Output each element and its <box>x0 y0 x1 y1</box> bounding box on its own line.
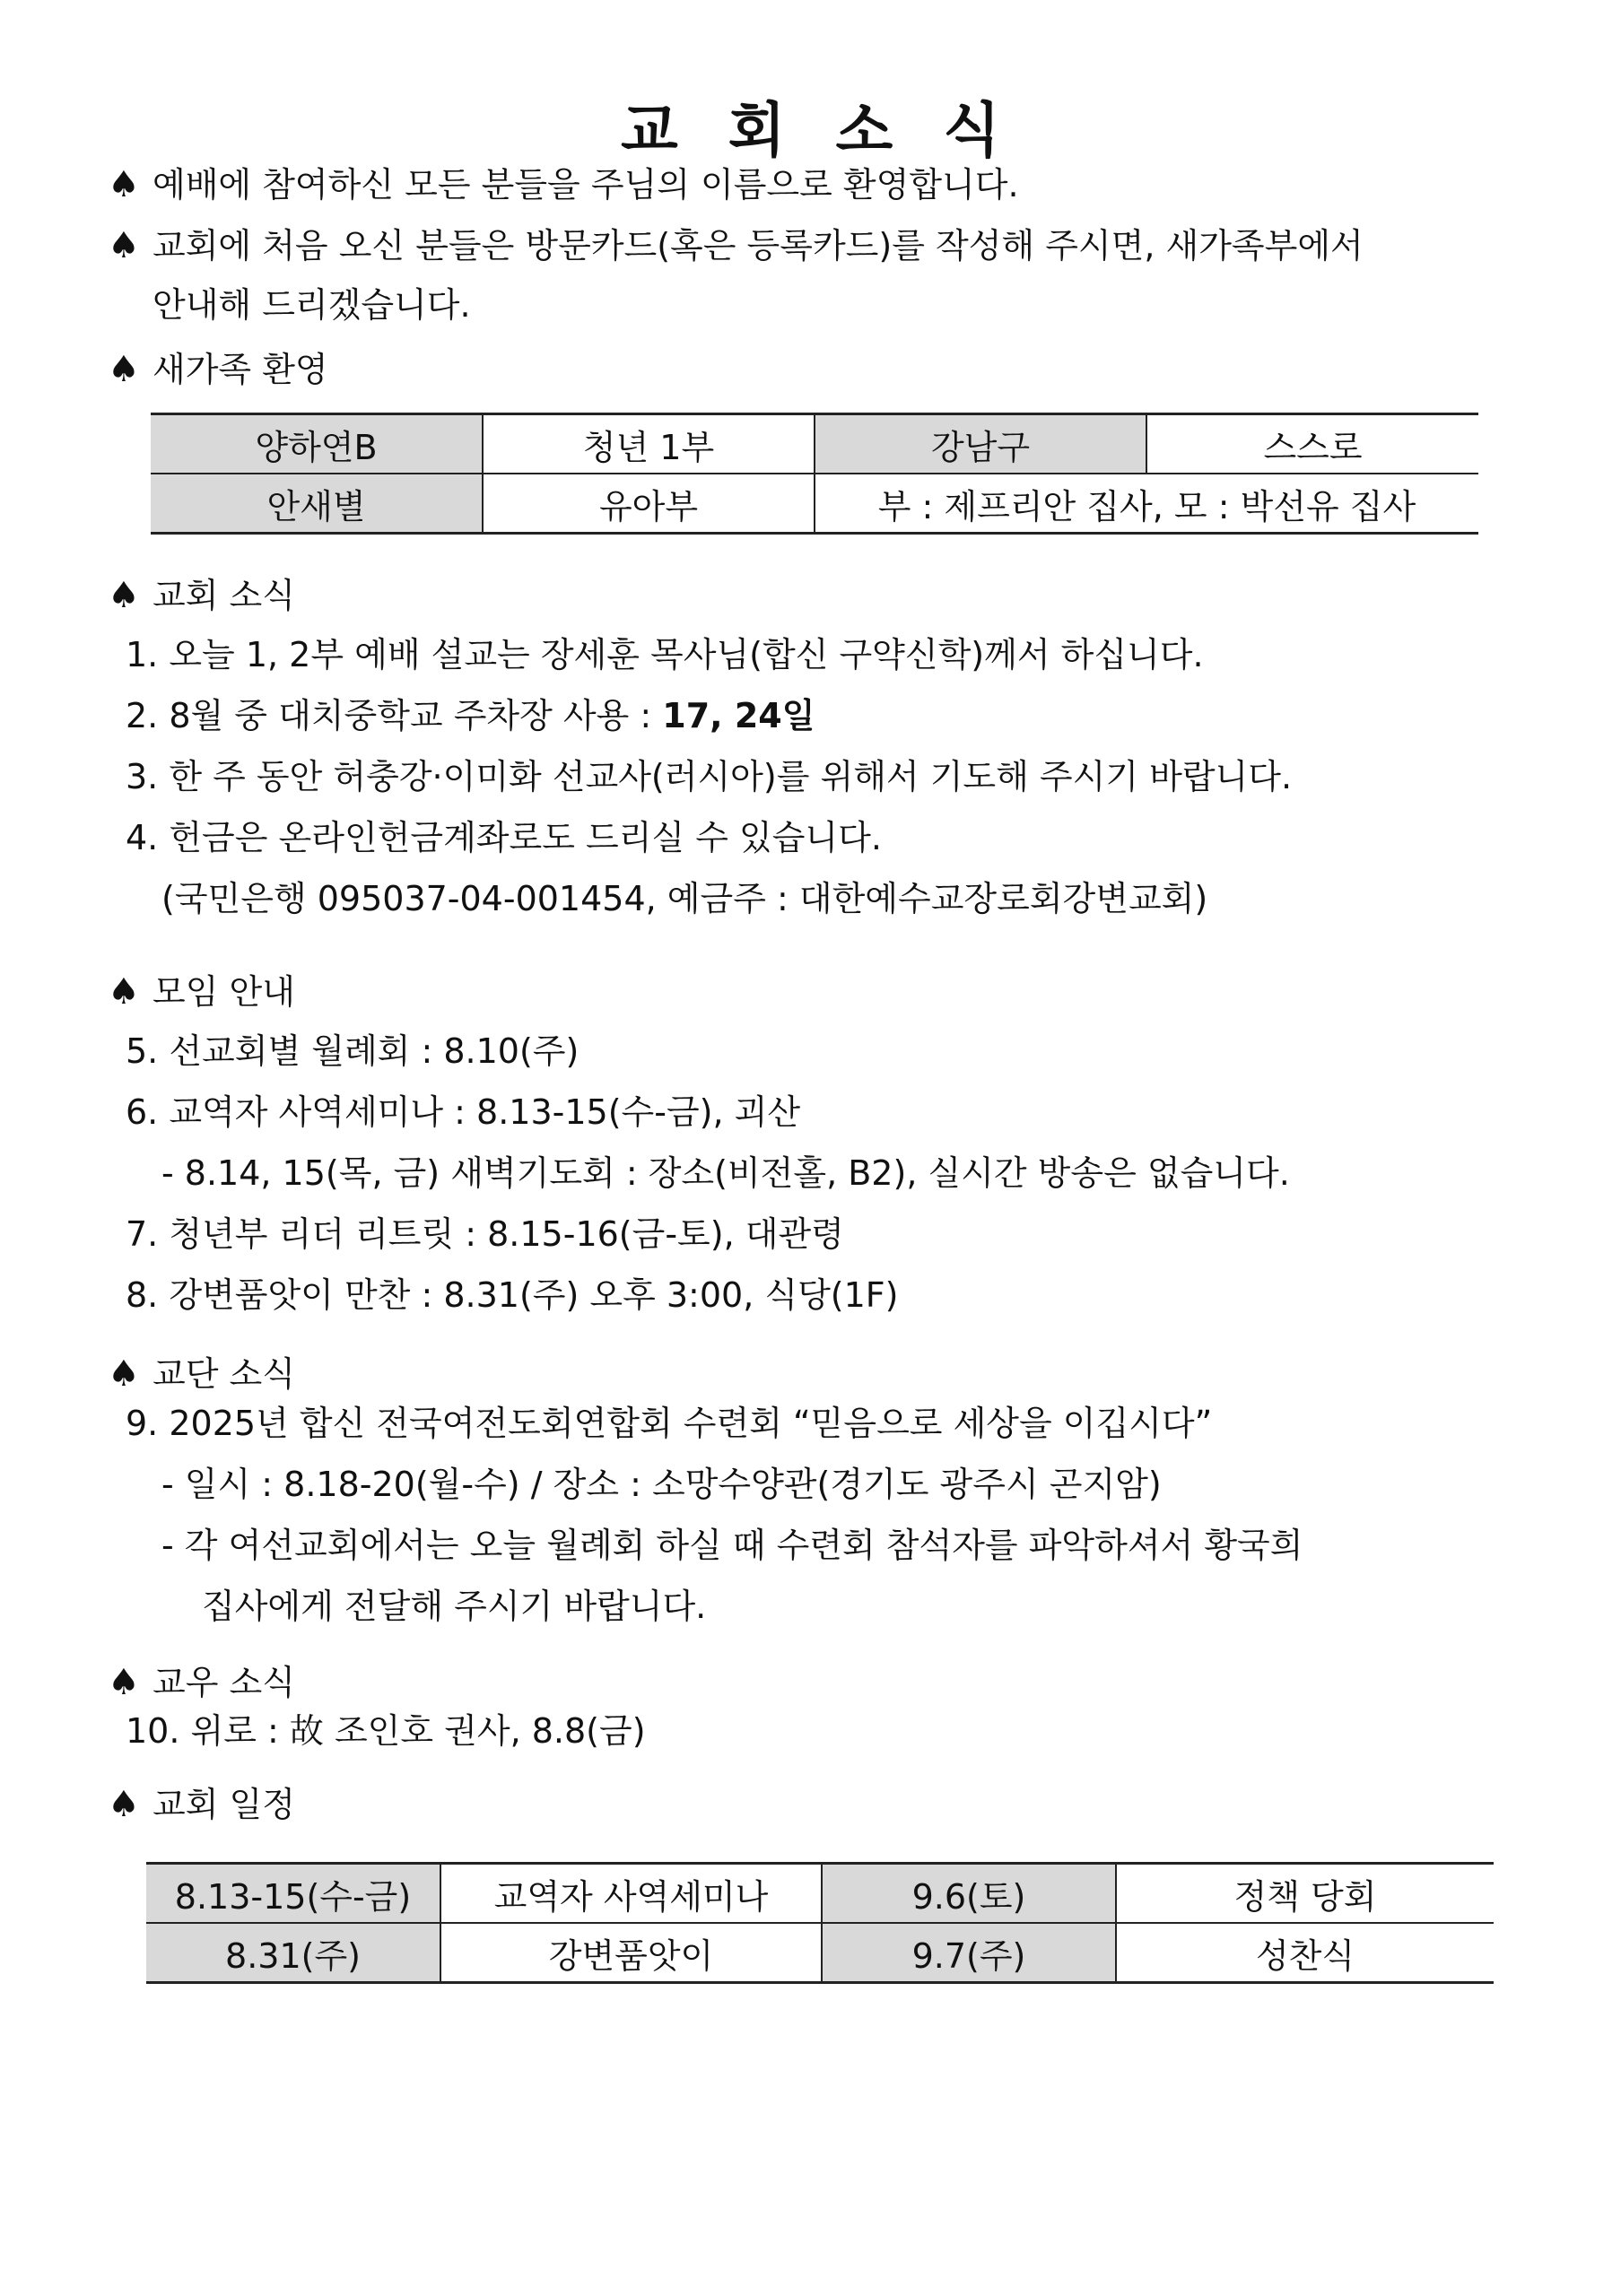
table-cell: 부 : 제프리안 집사, 모 : 박선유 집사 <box>815 474 1478 534</box>
table-cell: 강남구 <box>815 414 1146 474</box>
table-row <box>146 1864 1494 1924</box>
first-visit-line-2: 안내해 드리겠습니다. <box>153 285 471 325</box>
news-item-1: 1. 오늘 1, 2부 예배 설교는 장세훈 목사님(합신 구약신학)께서 하십니다. <box>126 635 1204 674</box>
first-visit-line <box>108 224 1364 267</box>
denomination-item-9-sub2: - 각 여선교회에서는 오늘 월례회 하실 때 수련회 참석자를 파악하셔서 황국희 <box>161 1526 1303 1565</box>
table-cell: 스스로 <box>1146 414 1478 474</box>
page-title: 교회소식 <box>620 96 1051 165</box>
table-cell: 양하연B <box>151 414 483 474</box>
table-cell: 강변품앗이 <box>440 1923 822 1983</box>
table-cell: 정책 당회 <box>1116 1864 1494 1924</box>
member-news-heading <box>108 1661 295 1704</box>
church-news-heading-text: 교회 소식 <box>153 576 295 615</box>
table-row <box>151 474 1478 534</box>
table-cell: 청년 1부 <box>483 414 815 474</box>
news-item-2-dates: 17, 24일 <box>662 696 815 735</box>
meeting-item-7: 7. 청년부 리더 리트릿 : 8.15-16(금-토), 대관령 <box>126 1214 844 1254</box>
news-item-4: 4. 헌금은 온라인헌금계좌로도 드리실 수 있습니다. <box>126 818 882 857</box>
first-visit-text: 교회에 처음 오신 분들은 방문카드(혹은 등록카드)를 작성해 주시면, 새가족부에서 <box>153 226 1364 265</box>
table-cell: 안새별 <box>151 474 483 534</box>
denomination-heading <box>108 1352 295 1396</box>
spade-icon: ♠ <box>108 164 140 205</box>
meeting-item-5: 5. 선교회별 월례회 : 8.10(주) <box>126 1031 580 1071</box>
news-item-2 <box>126 696 815 737</box>
spade-icon: ♠ <box>108 1784 140 1825</box>
member-news-heading-text: 교우 소식 <box>153 1663 295 1702</box>
denomination-item-9: 9. 2025년 합신 전국여전도회연합회 수련회 “믿음으로 세상을 이깁시다” <box>126 1404 1213 1443</box>
news-item-2-text: 2. 8월 중 대치중학교 주차장 사용 : <box>126 696 663 735</box>
meeting-item-6: 6. 교역자 사역세미나 : 8.13-15(수-금), 괴산 <box>126 1092 801 1132</box>
denomination-heading-text: 교단 소식 <box>153 1354 295 1394</box>
table-cell: 8.13-15(수-금) <box>146 1864 440 1924</box>
table-cell: 9.6(토) <box>822 1864 1116 1924</box>
schedule-table <box>146 1862 1494 1984</box>
schedule-heading <box>108 1783 295 1826</box>
spade-icon: ♠ <box>108 225 140 266</box>
table-row <box>146 1923 1494 1983</box>
spade-icon: ♠ <box>108 1353 140 1395</box>
table-cell: 교역자 사역세미나 <box>440 1864 822 1924</box>
meetings-heading <box>108 970 295 1013</box>
new-family-heading <box>108 348 328 391</box>
table-cell: 유아부 <box>483 474 815 534</box>
denomination-item-9-sub2-cont: 집사에게 전달해 주시기 바랍니다. <box>202 1587 707 1626</box>
table-row <box>151 414 1478 474</box>
church-news-heading <box>108 574 295 617</box>
table-cell: 9.7(주) <box>822 1923 1116 1983</box>
spade-icon: ♠ <box>108 575 140 616</box>
new-family-heading-text: 새가족 환영 <box>153 350 328 389</box>
welcome-text: 예배에 참여하신 모든 분들을 주님의 이름으로 환영합니다. <box>153 165 1019 204</box>
welcome-line <box>108 163 1019 206</box>
new-family-table <box>151 413 1478 535</box>
news-item-3: 3. 한 주 동안 허충강·이미화 선교사(러시아)를 위해서 기도해 주시기 바랍니다. <box>126 757 1293 796</box>
denomination-item-9-sub1: - 일시 : 8.18-20(월-수) / 장소 : 소망수양관(경기도 광주시 곤지암) <box>161 1465 1162 1504</box>
news-item-4-account: (국민은행 095037-04-001454, 예금주 : 대한예수교장로회강변교회) <box>161 879 1208 918</box>
schedule-heading-text: 교회 일정 <box>153 1785 295 1824</box>
table-cell: 8.31(주) <box>146 1923 440 1983</box>
spade-icon: ♠ <box>108 349 140 390</box>
table-cell: 성찬식 <box>1116 1923 1494 1983</box>
meeting-item-8: 8. 강변품앗이 만찬 : 8.31(주) 오후 3:00, 식당(1F) <box>126 1275 899 1315</box>
spade-icon: ♠ <box>108 971 140 1013</box>
member-news-item-10: 10. 위로 : 故 조인호 권사, 8.8(금) <box>126 1711 646 1751</box>
meetings-heading-text: 모임 안내 <box>153 972 295 1012</box>
spade-icon: ♠ <box>108 1662 140 1703</box>
meeting-item-6-sub: - 8.14, 15(목, 금) 새벽기도회 : 장소(비전홀, B2), 실시간 방송은 없습니다. <box>161 1153 1290 1193</box>
